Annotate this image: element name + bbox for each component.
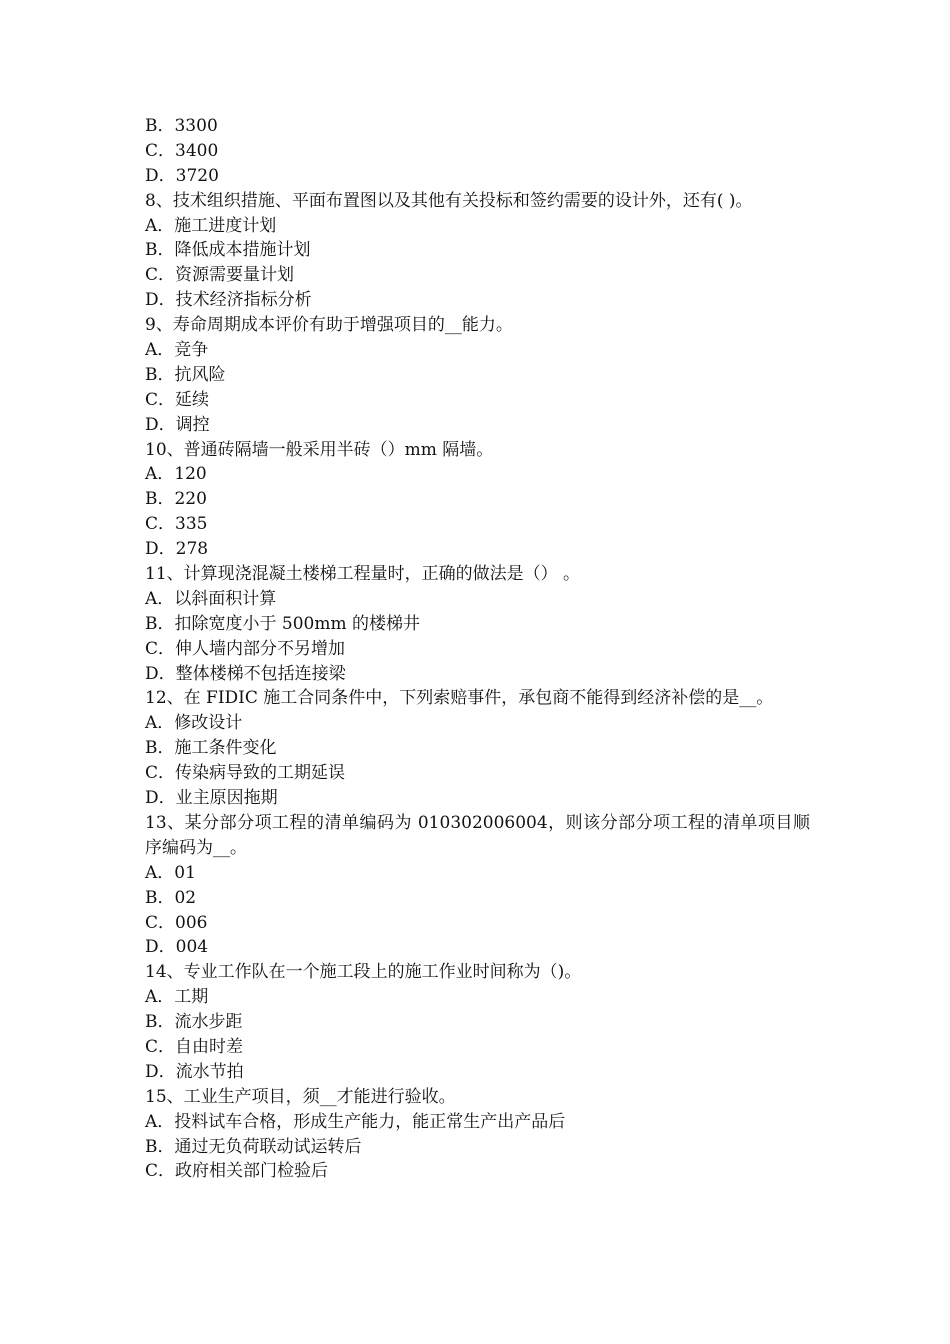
- option-line: B．扣除宽度小于 500mm 的楼梯井: [145, 613, 420, 634]
- option-line: D．调控: [145, 414, 210, 435]
- option-line: B．02: [145, 887, 197, 908]
- option-line: C．335: [145, 514, 208, 535]
- option-line: C．自由时差: [145, 1037, 244, 1057]
- option-line: B．3300: [145, 116, 218, 136]
- option-line: D．3720: [145, 165, 219, 186]
- option-line: A．施工进度计划: [145, 215, 277, 236]
- option-line: D．业主原因拖期: [145, 788, 278, 809]
- option-line: B．抗风险: [145, 364, 226, 385]
- question-line: 12、在 FIDIC 施工合同条件中，下列索赔事件，承包商不能得到经济补偿的是__。: [145, 688, 774, 709]
- option-line: A．工期: [145, 987, 209, 1008]
- question-line: 11、计算现浇混凝土楼梯工程量时，正确的做法是（） 。: [145, 564, 581, 585]
- option-line: D．004: [145, 937, 209, 958]
- question-line: 15、工业生产项目，须__才能进行验收。: [145, 1086, 456, 1107]
- option-line: D．技术经济指标分析: [145, 290, 312, 311]
- option-line: A．竞争: [145, 340, 209, 361]
- question-line: 8、技术组织措施、平面布置图以及其他有关投标和签约需要的设计外，还有( )。: [145, 190, 753, 211]
- question-line: 10、普通砖隔墙一般采用半砖（）mm 隔墙。: [145, 439, 494, 460]
- option-line: A．修改设计: [145, 713, 243, 734]
- question-line: 13、某分部分项工程的清单编码为 010302006004，则该分部分项工程的清单项目顺序编码为__。: [145, 812, 810, 858]
- option-line: B．通过无负荷联动试运转后: [145, 1136, 362, 1157]
- question-line: 14、专业工作队在一个施工段上的施工作业时间称为（)。: [145, 962, 582, 983]
- option-line: B．流水步距: [145, 1012, 243, 1033]
- option-line: B．施工条件变化: [145, 738, 277, 759]
- option-line: A．以斜面积计算: [145, 588, 277, 609]
- option-line: D．流水节拍: [145, 1061, 244, 1082]
- option-line: C．3400: [145, 140, 219, 161]
- question-line: 9、寿命周期成本评价有助于增强项目的__能力。: [145, 315, 513, 336]
- option-line: A．120: [145, 464, 207, 485]
- option-line: A．投料试车合格，形成生产能力，能正常生产出产品后: [145, 1111, 566, 1132]
- option-line: C．延续: [145, 389, 210, 410]
- option-line: A．01: [145, 862, 196, 883]
- option-line: C．传染病导致的工期延误: [145, 763, 346, 784]
- option-line: C．资源需要量计划: [145, 265, 295, 286]
- option-line: C．伸人墙内部分不另增加: [145, 638, 346, 659]
- option-line: C．政府相关部门检验后: [145, 1161, 329, 1182]
- option-line: C．006: [145, 912, 208, 933]
- option-line: B．降低成本措施计划: [145, 240, 311, 261]
- option-line: D．整体楼梯不包括连接梁: [145, 663, 346, 684]
- option-line: B．220: [145, 489, 207, 510]
- option-line: D．278: [145, 539, 209, 560]
- document-body: [145, 114, 810, 1184]
